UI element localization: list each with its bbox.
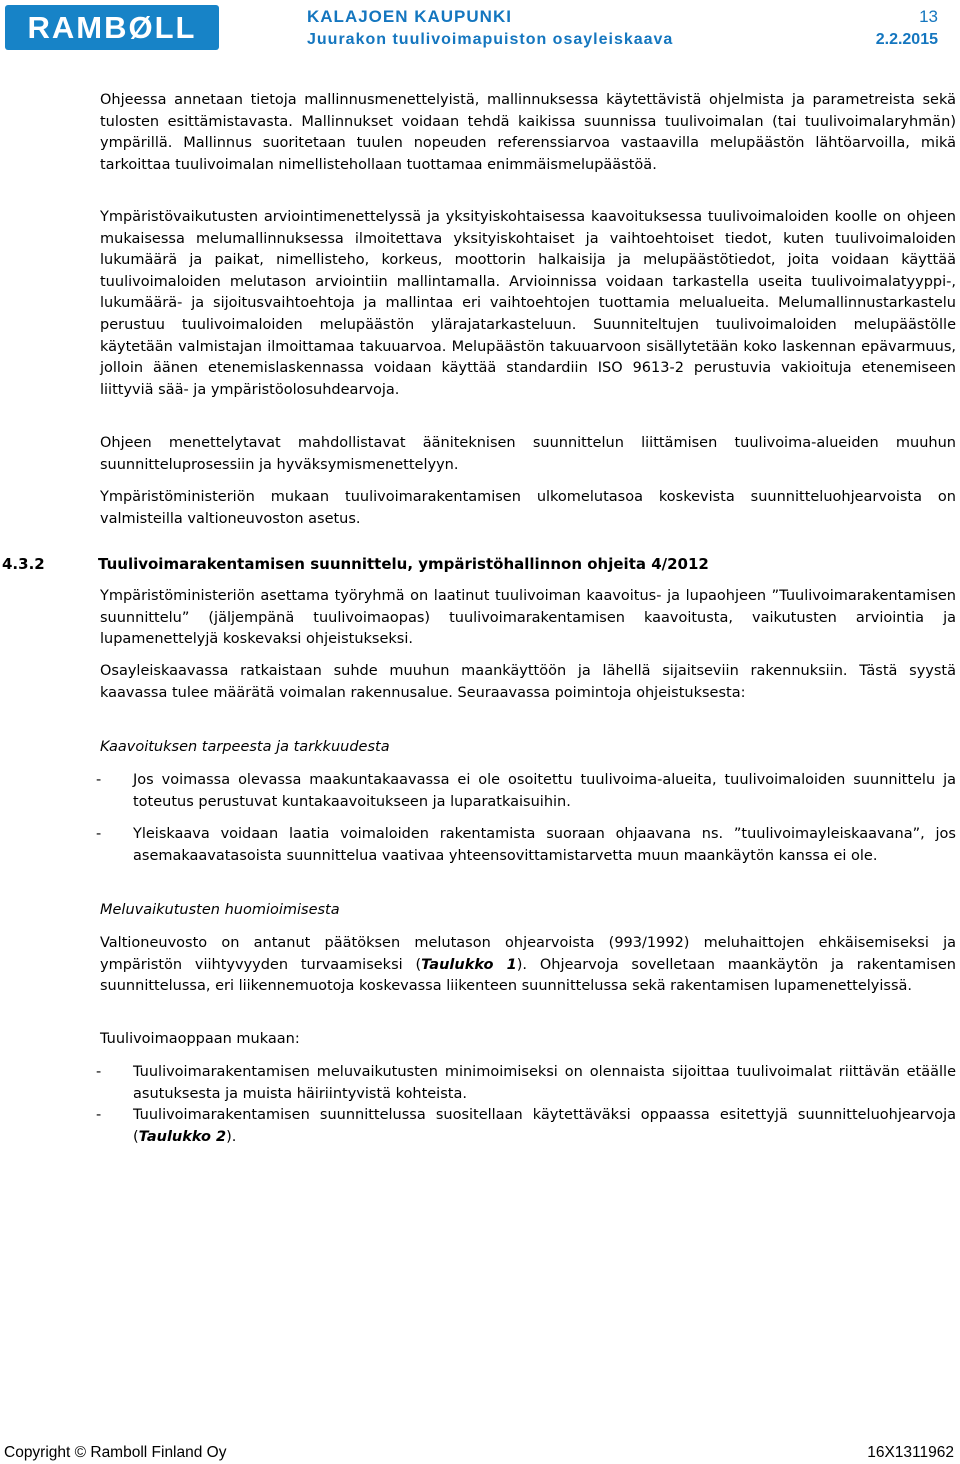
table-reference-link[interactable]: Taulukko 2 — [138, 1128, 227, 1145]
list-dash: - — [96, 1107, 102, 1123]
paragraph-noise-guidelines — [100, 933, 956, 998]
paragraph-guide-intro: Tuulivoimaoppaan mukaan: — [100, 1031, 300, 1047]
list-item — [96, 824, 956, 867]
paragraph-text: ). Ohjearvoja sovelletaan maankäytön ja rakentamisen suunnittelussa, eri liikennemuotoja koskevassa liikenteen suunnittelussa sekä rakentamisen lupamenettelyissä. — [100, 956, 956, 995]
footer-document-code: 16X1311962 — [867, 1444, 954, 1461]
section-title: Tuulivoimarakentamisen suunnittelu, ympäristöhallinnon ohjeita 4/2012 — [98, 555, 709, 573]
list-item — [96, 770, 956, 813]
header-document-title: Juurakon tuulivoimapuiston osayleiskaava — [307, 31, 674, 48]
list-item-text — [133, 1105, 956, 1148]
header-city: KALAJOEN KAUPUNKI — [307, 7, 512, 26]
paragraph-modelling-guidance: Ohjeessa annetaan tietoja mallinnusmenettelyistä, mallinnuksessa käytettävistä ohjelmista ja parametreista sekä tulosten esittämistavasta. Mallinnukset voidaan tehdä kaikissa suunnissa tuulivoimalan (tai tuulivoimalaryhmän) ympärillä. Mallinnus suoritetaan tuulen nopeuden referenssiarvoa vastaavilla melupäästön lähtöarvoilla, mikä tarkoittaa tuulivoimalan nimellistehollaan tuottamaa enimmäismelupäästöä. — [100, 92, 956, 173]
subheading-planning-need: Kaavoituksen tarpeesta ja tarkkuudesta — [100, 739, 390, 755]
paragraph-procedures: Ohjeen menettelytavat mahdollistavat ääniteknisen suunnittelun liittämisen tuulivoima-alueiden muuhun suunnitteluprosessiin ja hyväksymismenettelyyn. — [100, 435, 956, 473]
section-number: 4.3.2 — [2, 555, 45, 573]
footer-copyright: Copyright © Ramboll Finland Oy — [4, 1444, 227, 1461]
list-item-text: Jos voimassa olevassa maakuntakaavassa ei ole osoitettu tuulivoima-alueita, tuulivoimaloiden suunnittelu ja toteutus perustuvat kuntakaavoitukseen ja luparatkaisuihin. — [133, 772, 956, 810]
list-item-text-part: Tuulivoimarakentamisen suunnittelussa suositellaan käytettäväksi oppaassa esitettyjä suunnitteluohjearvoja ( — [133, 1107, 956, 1145]
table-reference-link[interactable]: Taulukko 1 — [421, 956, 517, 973]
list-item — [96, 1062, 956, 1105]
paragraph-master-plan: Osayleiskaavassa ratkaistaan suhde muuhun maankäyttöön ja lähellä sijaitseviin rakennuksiin. Tästä syystä kaavassa tulee määrätä voimalan rakennusalue. Seuraavassa poimintoja ohjeistuksesta: — [100, 663, 956, 701]
page-number: 13 — [919, 7, 938, 26]
list-item-text-part: ). — [226, 1128, 237, 1145]
paragraph-working-group: Ympäristöministeriön asettama työryhmä on laatinut tuulivoiman kaavoitus- ja lupaohjeen ”Tuulivoimarakentamisen suunnittelu” (jäljempänä tuulivoimaopas) tuulivoimarakentamisen kaavoitusta, vaikutusten arviointia ja lupamenettelyjä koskevaksi ohjeistukseksi. — [100, 588, 956, 648]
subheading-noise-impacts: Meluvaikutusten huomioimisesta — [100, 902, 340, 918]
header-date: 2.2.2015 — [875, 31, 938, 48]
section-heading — [2, 553, 952, 575]
list-item — [96, 1105, 956, 1148]
list-item-text: Tuulivoimarakentamisen meluvaikutusten minimoimiseksi on olennaista sijoittaa tuulivoimalat riittävän etäälle asutuksesta ja muista häiriintyvistä kohteista. — [133, 1064, 956, 1102]
list-dash: - — [96, 826, 102, 842]
list-item-text: Yleiskaava voidaan laatia voimaloiden rakentamista suoraan ohjaavana ns. ”tuulivoimayleiskaavana”, jos asemakaavatasoista suunnittelua vaativaa yhteensovittamistarvetta muun maankäytön kanssa ei ole. — [133, 826, 956, 864]
paragraph-eia-modelling: Ympäristövaikutusten arviointimenettelyssä ja yksityiskohtaisessa kaavoituksessa tuulivoimaloiden koolle on ohjeen mukaisessa melumallinnuksessa ilmoitettava yksityiskohtaiset ja vaihtoehtoiset tiedot, kuten tuulivoimaloiden lukumäärä ja paikat, nimellisteho, korkeus, moottorin halkaisija ja melupäästötiedot, joita voidaan käyttää tuulivoimaloiden melutason arviointiin mallintamalla. Arvioinnissa voidaan tarkastella useita tuulivoimalatyyppi-, lukumäärä- ja sijoitusvaihtoehtoja ja mallintaa eri vaihtoehtojen tuottamia melualueita. Melumallinnustarkastelu perustuu tuulivoimaloiden melupäästön ylärajatarkasteluun. Suunniteltujen tuulivoimaloiden melupäästölle käytetään valmistajan ilmoittamaa takuuarvoa. Melupäästön takuuarvoon sisällytetään koko laskennan epävarmuus, jolloin äänen etenemislaskennassa voidaan käyttää standardiin ISO 9613-2 perustuvia vakioituja etenemiseen liittyviä sää- ja ympäristöolosuhdearvoja. — [100, 209, 956, 398]
ramboll-logo: RAMBØLL — [5, 5, 219, 50]
list-dash: - — [96, 1064, 102, 1080]
paragraph-text: Valtioneuvosto on antanut päätöksen melutason ohjearvoista (993/1992) meluhaittojen ehkäisemiseksi ja ympäristön viihtyvyyden turvaamiseksi ( — [100, 935, 956, 973]
paragraph-ministry-decree: Ympäristöministeriön mukaan tuulivoimarakentamisen ulkomelutasoa koskevista suunnitteluohjearvoista on valmisteilla valtioneuvoston asetus. — [100, 489, 956, 527]
list-dash: - — [96, 772, 102, 788]
